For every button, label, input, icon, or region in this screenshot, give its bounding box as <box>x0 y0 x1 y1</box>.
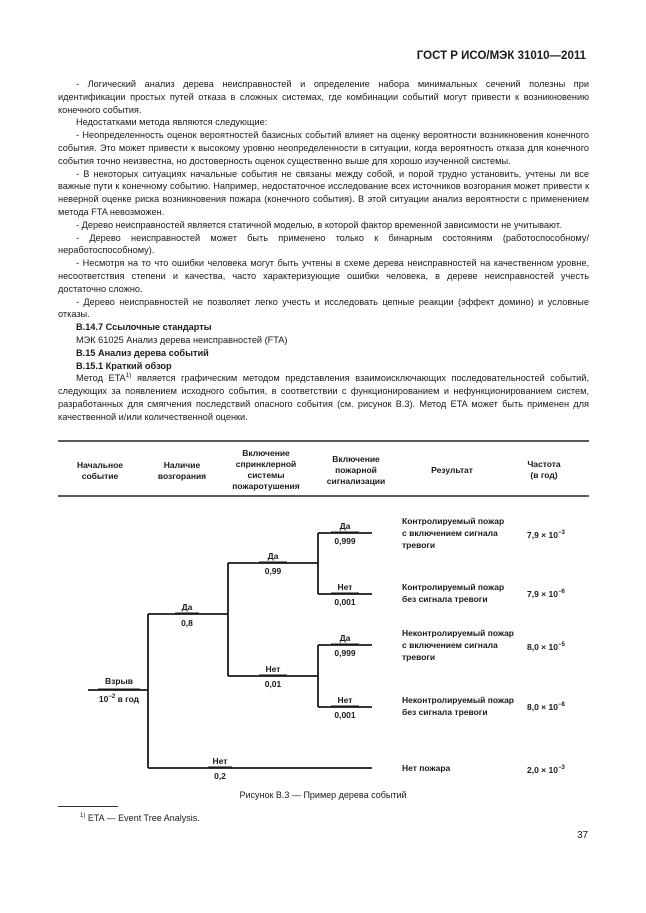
header-ignition-line: возгорания <box>157 471 207 481</box>
ignition-yes-label: Да <box>181 602 193 612</box>
outcome-freq-exp: −8 <box>557 702 565 708</box>
header-sprinkler-line: спринклерной <box>235 459 297 469</box>
header-sprinkler <box>232 448 300 491</box>
outcome-result-line: Нет пожара <box>402 763 451 773</box>
footnote-ref[interactable]: 1) <box>125 372 132 380</box>
header-ignition-line: Наличие <box>163 460 201 470</box>
alarm1-no-label: Нет <box>337 582 353 592</box>
header-initial-line: событие <box>81 471 119 481</box>
initial-event-frequency <box>99 694 140 704</box>
outcome-result-line: с включением сигнала <box>402 640 498 650</box>
initial-freq-base: 10 <box>98 694 109 704</box>
outcome-frequency <box>527 765 565 775</box>
header-result: Результат <box>431 465 473 475</box>
alarm1-no-prob: 0,001 <box>334 597 356 607</box>
header-alarm <box>327 454 386 486</box>
paragraph: Недостатками метода являются следующие: <box>76 117 268 128</box>
alarm2-no-label: Нет <box>337 695 353 705</box>
outcome-freq-base: 2,0 × 10 <box>527 765 558 775</box>
initial-freq-unit: в год <box>115 694 140 704</box>
initial-event-label: Взрыв <box>104 676 134 686</box>
outcome-freq-exp: −5 <box>557 642 565 648</box>
outcome-freq-base: 7,9 × 10 <box>527 589 558 599</box>
alarm1-yes-label: Да <box>339 521 351 531</box>
ignition-yes-prob: 0,8 <box>181 618 193 628</box>
sprinkler-no-label: Нет <box>265 664 281 674</box>
header-alarm-line: пожарной <box>335 465 377 475</box>
header-sprinkler-line: системы <box>247 470 285 480</box>
eta-text-after: является графическим методом представления взаимоисключающих последовательностей событий, следующих за появлением исходного события, в соответствии с функционированием и нефункционированием систем, разработанных для смягчения последствий опасного события (см. рисунок В.3). Метод ETA может быть применен для качественной и/или количественной оценки. <box>58 373 589 422</box>
header-initial-line: Начальное <box>77 460 123 470</box>
outcome-5 <box>402 763 565 775</box>
paragraph: - Логический анализ дерева неисправностей и определение набора минимальных сечений полезны при идентификации простых путей отказа в сложных системах, где комбинации событий могут привести к возникновению конечного события. <box>58 79 589 115</box>
outcome-2 <box>402 582 565 604</box>
outcome-freq-exp: −6 <box>557 589 565 595</box>
sprinkler-yes-label: Да <box>267 551 279 561</box>
header-sprinkler-line: Включение <box>242 448 290 458</box>
outcome-result-line: тревоги <box>402 652 436 662</box>
outcome-freq-exp: −3 <box>557 530 565 536</box>
section-heading: В.15 Анализ дерева событий <box>76 347 209 358</box>
alarm2-yes-label: Да <box>339 633 351 643</box>
outcome-result-line: тревоги <box>402 540 436 550</box>
outcome-freq-base: 7,9 × 10 <box>527 530 558 540</box>
header-sprinkler-line: пожаротушения <box>232 481 300 491</box>
section-heading: В.14.7 Ссылочные стандарты <box>76 322 212 333</box>
outcome-1 <box>402 516 565 550</box>
outcome-3 <box>402 628 565 662</box>
sprinkler-yes-prob: 0,99 <box>264 566 282 576</box>
paragraph: - Неопределенность оценок вероятностей базисных событий влияет на оценку вероятности возникновения конечного события. Это может привести к высокому уровню неопределенности в ситуации, когда вероятность отказа для конечного события точно неизвестна, но достоверность оценок существенно выше для хорошо изученной системы. <box>58 130 589 166</box>
outcome-frequency <box>527 702 565 712</box>
outcome-result-line: без сигнала тревоги <box>402 707 488 717</box>
outcome-frequency <box>527 642 565 652</box>
header-frequency <box>527 459 561 480</box>
outcome-result-line: Неконтролируемый пожар <box>402 695 515 705</box>
header-frequency-line: (в год) <box>530 470 558 480</box>
paragraph: МЭК 61025 Анализ дерева неисправностей (FTA) <box>76 334 288 345</box>
figure-caption: Рисунок В.3 — Пример дерева событий <box>239 790 407 800</box>
outcome-freq-base: 8,0 × 10 <box>527 642 558 652</box>
header-initial <box>77 460 123 481</box>
footnote <box>80 813 200 823</box>
eta-text-before: Метод ETA <box>76 373 126 384</box>
header-alarm-line: Включение <box>332 454 380 464</box>
alarm1-yes-prob: 0,999 <box>334 536 356 546</box>
sprinkler-no-prob: 0,01 <box>264 679 282 689</box>
outcome-result-line: с включением сигнала <box>402 528 498 538</box>
paragraph: - Несмотря на то что ошибки человека могут быть учтены в схеме дерева неисправностей на качественном уровне, несоответствия степени и качества, часто характеризующие ошибки человека, в дереве неисправностей учесть достаточно сложно. <box>58 258 589 294</box>
header-frequency-line: Частота <box>527 459 561 469</box>
initial-freq-exp: −2 <box>108 694 116 700</box>
outcome-result-line: без сигнала тревоги <box>402 594 488 604</box>
footnote-divider <box>58 806 118 807</box>
outcome-result-line: Контролируемый пожар <box>402 582 505 592</box>
ignition-no-label: Нет <box>212 756 228 766</box>
paragraph: - Дерево неисправностей может быть применено только к бинарным состояниям (работоспособному/неработоспособному). <box>58 232 589 256</box>
outcome-frequency <box>527 589 565 599</box>
outcome-freq-base: 8,0 × 10 <box>527 702 558 712</box>
outcome-freq-exp: −3 <box>557 765 565 771</box>
page-number: 37 <box>577 830 589 841</box>
paragraph: - В некоторых ситуациях начальные события не связаны между собой, и порой трудно установить, учтены ли все важные пути к конечному событию. Например, недостаточное исследование всех источников возгорания может привести к неверной оценке риска возникновения пожара (конечного события). В этой ситуации анализ вероятности с применением метода FTA невозможен. <box>58 168 589 217</box>
paragraph: - Дерево неисправностей не позволяет легко учесть и исследовать цепные реакции (эффект домино) и условные отказы. <box>58 296 589 320</box>
outcome-frequency <box>527 530 565 540</box>
footnote-mark: 1) <box>80 813 86 819</box>
alarm2-no-prob: 0,001 <box>334 710 356 720</box>
outcome-result-line: Контролируемый пожар <box>402 516 505 526</box>
header-ignition <box>158 460 206 481</box>
footnote-text: ETA — Event Tree Analysis. <box>85 813 200 823</box>
document-header: ГОСТ Р ИСО/МЭК 31010—2011 <box>416 50 586 62</box>
outcome-result-line: Неконтролируемый пожар <box>402 628 515 638</box>
section-heading: В.15.1 Краткий обзор <box>76 360 172 371</box>
ignition-no-prob: 0,2 <box>214 771 226 781</box>
paragraph: - Дерево неисправностей является статичной моделью, в которой фактор временной зависимости не учитывают. <box>76 219 562 230</box>
alarm2-yes-prob: 0,999 <box>334 648 356 658</box>
header-alarm-line: сигнализации <box>326 476 386 486</box>
outcome-4 <box>402 695 565 717</box>
